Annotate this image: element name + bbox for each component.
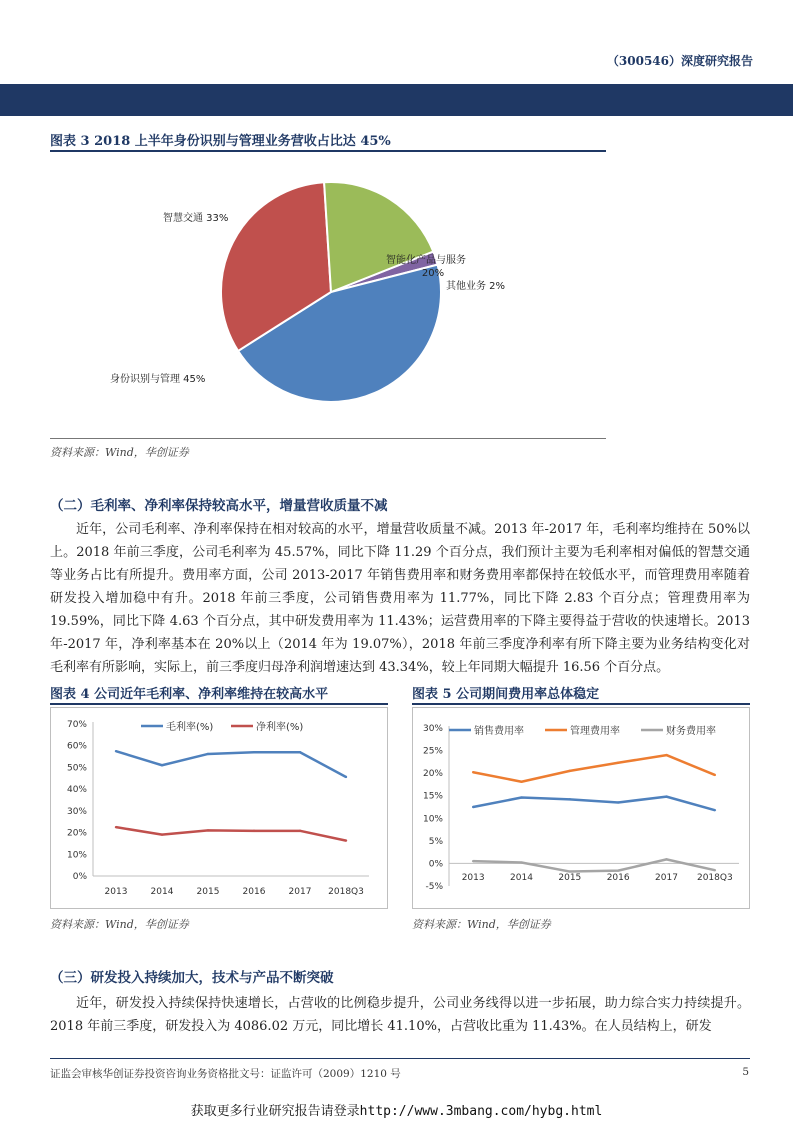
data-point-2-4 [665,858,667,860]
data-point-1-5 [714,774,716,776]
series-line-0 [116,751,346,777]
x-tick-label: 2018Q3 [696,873,733,883]
header-band [0,84,793,116]
fig4-rule [50,703,388,705]
x-tick-label: 2017 [655,873,678,883]
report-code: （300546）深度研究报告 [606,54,753,68]
data-point-2-2 [569,870,571,872]
y-tick-label: -5% [425,882,443,892]
data-point-1-0 [472,771,474,773]
data-point-1-3 [253,830,255,832]
x-tick-label: 2017 [288,887,312,897]
data-point-0-3 [617,801,619,803]
footer-license: 证监会审核华创证券投资咨询业务资格批文号：证监许可（2009）1210 号 [50,1068,401,1080]
x-tick-label: 2016 [606,873,630,883]
y-tick-label: 40% [66,785,87,796]
y-tick-label: 10% [422,814,443,825]
data-point-1-1 [161,833,163,835]
legend-label-2: 财务费用率 [666,726,716,737]
x-tick-label: 2013 [461,873,485,883]
y-tick-label: 25% [422,746,443,757]
series-line-0 [473,797,715,811]
pie-label-0: 身份识别与管理 45% [110,374,206,385]
fig5-source: 资料来源：Wind，华创证券 [412,918,551,931]
legend-label-0: 毛利率(%) [166,722,214,733]
legend-label-1: 净利率(%) [256,722,304,733]
pie-chart [50,154,606,434]
fig5-line-chart [413,708,749,908]
y-tick-label: 0% [428,859,443,870]
section2-title: （二）毛利率、净利率保持较高水平，增量营收质量不减 [50,498,388,514]
x-tick-label: 2013 [104,887,128,897]
data-point-0-2 [207,753,209,755]
y-tick-label: 30% [66,806,87,817]
fig3-bottom-rule [50,438,606,439]
data-point-1-1 [520,781,522,783]
data-point-0-5 [714,809,716,811]
y-tick-label: 0% [72,872,87,882]
y-tick-label: 10% [66,850,87,861]
data-point-0-0 [115,750,117,752]
series-line-1 [473,755,715,782]
fig5-title: 图表 5 公司期间费用率总体稳定 [412,687,600,702]
data-point-1-3 [617,762,619,764]
data-point-0-4 [299,751,301,753]
data-point-2-1 [520,861,522,863]
fig5-chart-box [412,707,750,909]
series-line-1 [116,827,346,840]
y-tick-label: 70% [66,720,87,730]
pie-label-3: 其他业务 2% [446,281,506,292]
legend-label-1: 管理费用率 [570,726,620,737]
fig3-source: 资料来源：Wind，华创证券 [50,446,189,459]
pie-label-1: 智慧交通 33% [163,213,229,224]
section3-title: （三）研发投入持续加大，技术与产品不断突破 [50,970,334,986]
data-point-1-4 [299,830,301,832]
fig5-rule [412,703,750,705]
section3-paragraph: 近年，研发投入持续保持快速增长，占营收的比例稳步提升，公司业务线得以进一步拓展，助力综合实力持续提升。2018 年前三季度，研发投入为 4086.02 万元，同比增长 41.10%，占营收比重为 11.43%。在人员结构上，研发 [50,996,750,1034]
fig3-title: 图表 3 2018 上半年身份识别与管理业务营收占比达 45% [50,134,391,149]
fig3-rule [50,150,606,152]
data-point-1-2 [569,770,571,772]
footer-page-number: 5 [742,1066,749,1078]
legend-label-0: 销售费用率 [474,726,524,737]
data-point-0-1 [161,764,163,766]
x-tick-label: 2014 [150,887,174,897]
data-point-0-3 [253,751,255,753]
data-point-2-3 [617,869,619,871]
fig4-title: 图表 4 公司近年毛利率、净利率维持在较高水平 [50,687,329,702]
fig4-source: 资料来源：Wind，华创证券 [50,918,189,931]
x-tick-label: 2014 [510,873,533,883]
y-tick-label: 20% [66,828,87,839]
x-tick-label: 2015 [558,873,582,883]
promo-link[interactable]: 获取更多行业研究报告请登录http://www.3mbang.com/hybg.html [190,1104,603,1119]
data-point-1-5 [345,839,347,841]
data-point-0-5 [345,776,347,778]
pie-label-2: 智能化产品与服务 [386,255,466,266]
section2-paragraph: 近年，公司毛利率、净利率保持在相对较高的水平，增量营收质量不减。2013 年-2017 年，毛利率均维持在 50%以上。2018 年前三季度，公司毛利率为 45.57%，同比下降 11.29 个百分点，我们预计主要为毛利率相对偏低的智慧交通等业务占比有所提升。费用率方面，公司 2013-2017 年销售费用率和财务费用率都保持在较低水平，而管理费用率随着研发投入增加稳中有升。2018 年前三季度，公司销售费用率为 11.77%，同比下降 2.83 个百分点；管理费用率为 19.59%，同比下降 4.63 个百分点，其中研发费用率为 11.43%；运营费用率的下降主要得益于营收的快速增长。2013 年-2017 年，净利率基本在 20%以上（2014 年为 19.07%），2018 年前三季度净利率有所下降主要为业务结构变化对毛利率有所影响，实际上，前三季度归母净利润增速达到 43.34%，较上年同期大幅提升 16.56 个百分点。 [50,522,750,675]
fig4-chart-box [50,707,388,909]
data-point-1-4 [665,754,667,756]
data-point-1-0 [115,826,117,828]
fig4-line-chart [51,708,387,908]
data-point-2-0 [472,860,474,862]
y-tick-label: 50% [66,763,87,774]
y-tick-label: 20% [422,769,443,780]
y-tick-label: 60% [66,741,87,752]
data-point-0-1 [520,796,522,798]
data-point-1-2 [207,829,209,831]
data-point-2-5 [714,869,716,871]
x-tick-label: 2016 [242,887,266,897]
x-tick-label: 2015 [196,887,220,897]
pie-label-2-value: 20% [421,268,445,279]
data-point-0-2 [569,798,571,800]
data-point-0-0 [472,806,474,808]
y-tick-label: 30% [422,724,443,734]
x-tick-label: 2018Q3 [328,887,364,897]
y-tick-label: 15% [422,791,443,802]
footer-rule [50,1058,750,1059]
data-point-0-4 [665,795,667,797]
series-line-2 [473,859,715,871]
y-tick-label: 5% [428,836,443,847]
